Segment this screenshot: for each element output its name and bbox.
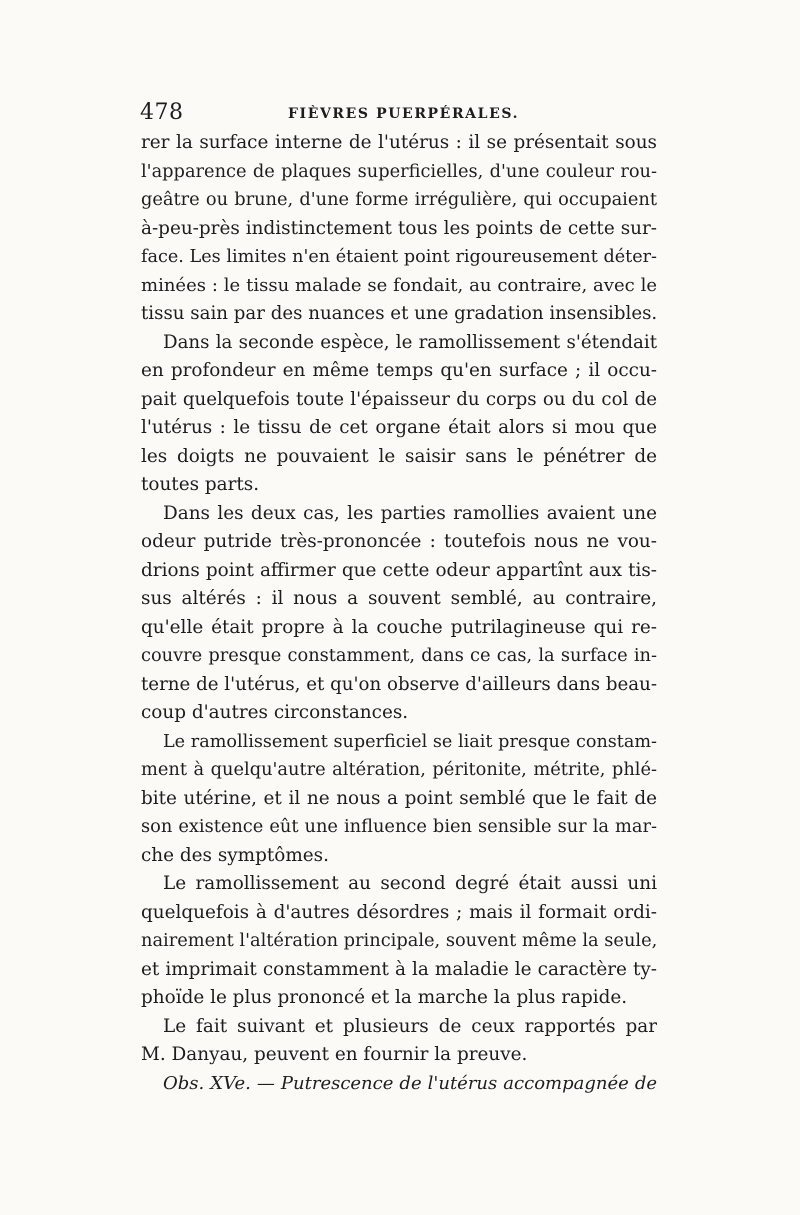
text-line: drions point affirmer que cette odeur appartînt aux tis-	[141, 559, 657, 581]
text-line: rer la surface interne de l'utérus : il se présentait sous	[141, 132, 657, 153]
text-line: l'utérus : le tissu de cet organe était alors si mou que	[141, 417, 657, 438]
text-line: Le ramollissement au second degré était aussi uni	[163, 873, 657, 894]
text-line: l'apparence de plaques superficielles, d'une couleur rou-	[141, 160, 657, 182]
text-line: phoïde le plus prononcé et la marche la plus rapide.	[141, 987, 628, 1008]
text-line: Le fait suivant et plusieurs de ceux rapportés par	[163, 1015, 657, 1037]
text-line: qu'elle était propre à la couche putrilagineuse qui re-	[141, 616, 657, 638]
text-line: geâtre ou brune, d'une forme irrégulière, qui occupaient	[141, 189, 657, 210]
text-line: à-peu-près indistinctement tous les points de cette sur-	[141, 217, 657, 239]
text-line: et imprimait constamment à la maladie le caractère ty-	[141, 958, 657, 980]
running-title: FIÈVRES PUERPÉRALES.	[288, 106, 520, 122]
text-line: che des symptômes.	[141, 844, 329, 866]
observation-heading: Obs. XVe. — Putrescence de l'utérus accompagnée de	[163, 1072, 657, 1094]
text-line: nairement l'altération principale, souvent même la seule,	[141, 930, 657, 951]
text-line: ment à quelqu'autre altération, péritonite, métrite, phlé-	[141, 759, 657, 780]
text-line: coup d'autres circonstances.	[141, 702, 409, 723]
text-line: sus altérés : il nous a souvent semblé, au contraire,	[141, 588, 657, 609]
body-text	[141, 129, 657, 1098]
text-line: son existence eût une influence bien sensible sur la mar-	[141, 816, 657, 837]
page-number: 478	[140, 100, 184, 125]
text-line: minées : le tissu malade se fondait, au contraire, avec le	[141, 274, 657, 296]
text-line: couvre presque constamment, dans ce cas, la surface in-	[141, 645, 657, 666]
page-header	[140, 100, 660, 130]
text-line: bite utérine, et il ne nous a point semblé que le fait de	[141, 787, 657, 809]
text-line: M. Danyau, peuvent en fournir la preuve.	[141, 1044, 528, 1065]
text-line: Dans la seconde espèce, le ramollissement s'étendait	[163, 331, 657, 353]
text-line: en profondeur en même temps qu'en surface ; il occu-	[141, 360, 657, 381]
text-line: odeur putride très-prononcée : toutefois nous ne vou-	[141, 531, 657, 552]
text-line: Dans les deux cas, les parties ramollies avaient une	[163, 502, 657, 524]
text-line: quelquefois à d'autres désordres ; mais il formait ordi-	[141, 901, 657, 923]
text-line: tissu sain par des nuances et une gradation insensibles.	[141, 303, 657, 324]
text-line: les doigts ne pouvaient le saisir sans le pénétrer de	[141, 445, 657, 467]
text-line: Le ramollissement superficiel se liait presque constam-	[163, 731, 657, 752]
text-line: face. Les limites n'en étaient point rigoureusement déter-	[141, 247, 657, 267]
text-line: toutes parts.	[141, 474, 260, 495]
text-line: pait quelquefois toute l'épaisseur du corps ou du col de	[141, 388, 657, 410]
text-line: terne de l'utérus, et qu'on observe d'ailleurs dans beau-	[141, 673, 657, 695]
